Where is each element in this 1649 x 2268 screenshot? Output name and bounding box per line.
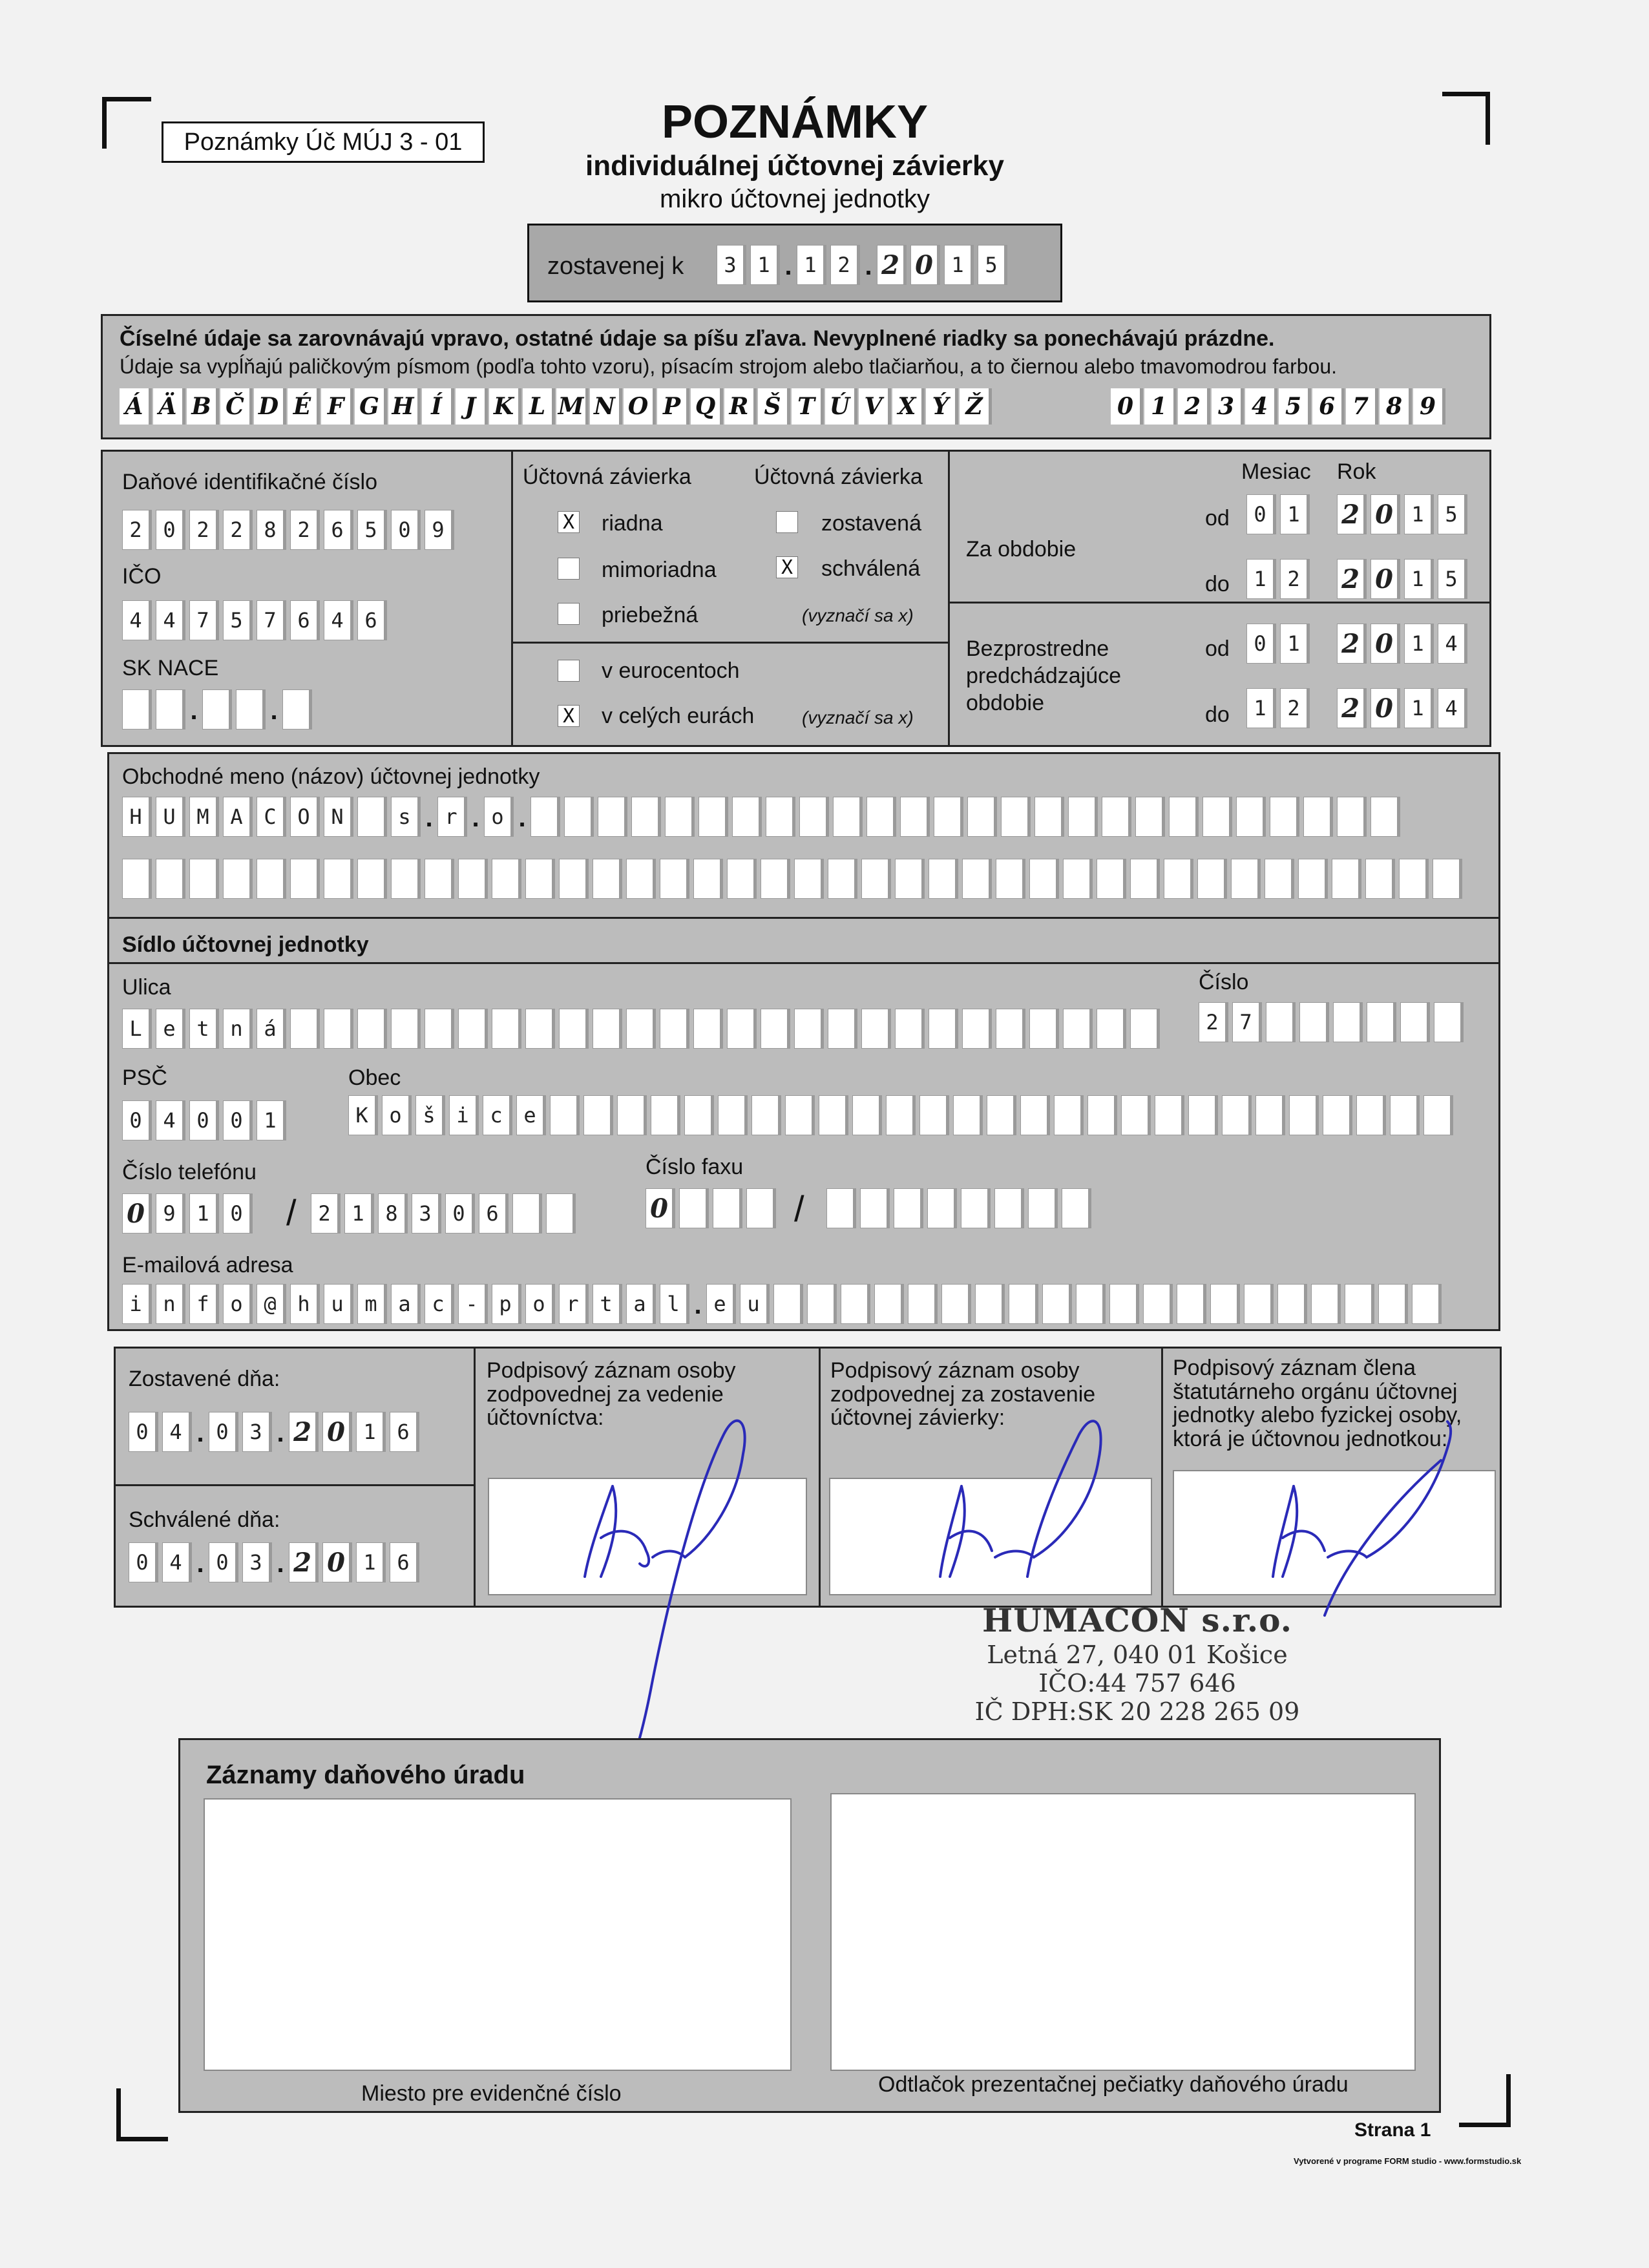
char-cell[interactable]: O — [290, 797, 320, 837]
char-cell[interactable]: h — [290, 1284, 320, 1324]
char-cell[interactable]: 0 — [189, 1100, 219, 1140]
sample-glyph: Č — [220, 388, 253, 425]
sample-glyph: M — [556, 388, 589, 425]
char-cell[interactable]: l — [660, 1284, 689, 1324]
sample-glyph: Á — [120, 388, 152, 425]
char-cell[interactable]: L — [122, 1009, 152, 1049]
char-cell[interactable]: 1 — [356, 1542, 386, 1582]
sample-glyph: D — [254, 388, 286, 425]
char-cell[interactable]: t — [189, 1009, 219, 1049]
char-cell[interactable]: 6 — [357, 600, 387, 640]
char-cell[interactable]: 2 — [1280, 559, 1310, 599]
char-cell[interactable]: 4 — [324, 600, 353, 640]
sample-glyph: Ú — [825, 388, 857, 425]
char-cell[interactable]: 2 — [223, 510, 253, 550]
field-separator: . — [277, 1419, 284, 1447]
char-cell[interactable]: 7 — [257, 600, 286, 640]
char-cell[interactable]: 1 — [1404, 494, 1434, 534]
char-cell[interactable]: 0 — [1246, 624, 1276, 664]
char-cell[interactable]: 6 — [290, 600, 320, 640]
char-cell[interactable]: e — [516, 1095, 546, 1135]
char-cell[interactable]: 3 — [242, 1412, 272, 1452]
fax-separator: / — [794, 1188, 804, 1229]
char-cell[interactable]: 3 — [412, 1193, 441, 1234]
char-cell[interactable]: 1 — [1280, 624, 1310, 664]
char-cell[interactable]: c — [483, 1095, 512, 1135]
char-cell[interactable]: U — [156, 797, 185, 837]
char-cell[interactable]: H — [122, 797, 152, 837]
stamp-address: Letná 27, 040 01 Košice — [987, 1641, 1288, 1669]
previous-to-label: do — [1205, 702, 1230, 727]
char-cell[interactable]: 0 — [1371, 624, 1400, 664]
char-cell[interactable]: 0 — [209, 1412, 238, 1452]
field-separator: . — [865, 252, 872, 280]
instructions-line-2: Údaje sa vypĺňajú paličkovým písmom (podľa tohto vzoru), písacím strojom alebo tlačiarňou, a to čiernou alebo tmavomodrou farbou. — [120, 355, 1338, 378]
sample-glyph: N — [590, 388, 622, 425]
char-cell[interactable]: á — [257, 1009, 286, 1049]
label-mimoriadna: mimoriadna — [602, 558, 717, 582]
char-cell[interactable]: A — [223, 797, 253, 837]
char-cell[interactable]: K — [348, 1095, 378, 1135]
char-cell[interactable]: 0 — [322, 1542, 352, 1582]
char-cell[interactable]: o — [484, 797, 514, 837]
registration-number-box[interactable] — [204, 1798, 792, 2071]
char-cell[interactable]: 4 — [1438, 624, 1467, 664]
dic-label: Daňové identifikačné číslo — [122, 470, 378, 494]
char-cell[interactable]: 1 — [1404, 624, 1434, 664]
char-cell[interactable]: 0 — [646, 1188, 675, 1228]
psc-label: PSČ — [122, 1066, 167, 1090]
char-cell[interactable]: a — [391, 1284, 421, 1324]
char-cell[interactable]: 9 — [156, 1193, 185, 1234]
month-label: Mesiac — [1241, 459, 1311, 484]
char-cell[interactable]: 0 — [209, 1542, 238, 1582]
previous-period-label-1: Bezprostredne — [966, 636, 1109, 661]
char-cell[interactable]: a — [626, 1284, 656, 1324]
char-cell[interactable]: 0 — [910, 245, 940, 285]
seat-label: Sídlo účtovnej jednotky — [122, 932, 369, 957]
field-separator: . — [425, 804, 433, 832]
ico-label: IČO — [122, 564, 162, 589]
sample-glyph: J — [456, 388, 488, 425]
char-cell[interactable]: 1 — [1246, 688, 1276, 728]
sample-glyph: F — [321, 388, 353, 425]
field-separator: . — [472, 804, 479, 832]
char-cell[interactable]: o — [382, 1095, 412, 1135]
char-cell[interactable]: t — [593, 1284, 622, 1324]
sample-glyph: Í — [422, 388, 454, 425]
fax-label: Číslo faxu — [646, 1155, 744, 1179]
char-cell[interactable]: n — [223, 1009, 253, 1049]
char-cell[interactable]: 1 — [944, 245, 974, 285]
email-label: E-mailová adresa — [122, 1253, 293, 1277]
char-cell[interactable]: @ — [257, 1284, 286, 1324]
label-eurach: v celých eurách — [602, 704, 755, 728]
sample-glyph: 8 — [1380, 388, 1412, 425]
char-cell[interactable]: 6 — [324, 510, 353, 550]
char-cell[interactable]: 0 — [156, 510, 185, 550]
statement-col1-label: Účtovná závierka — [523, 465, 691, 489]
sample-glyph: B — [187, 388, 219, 425]
stamp-ico: IČO:44 757 646 — [1038, 1669, 1236, 1697]
char-cell[interactable]: N — [324, 797, 353, 837]
char-cell[interactable]: 0 — [1371, 494, 1400, 534]
char-cell[interactable]: 0 — [391, 510, 421, 550]
char-cell[interactable]: M — [189, 797, 219, 837]
char-cell[interactable]: u — [740, 1284, 770, 1324]
char-cell[interactable]: 9 — [425, 510, 454, 550]
char-cell[interactable]: 4 — [162, 1542, 192, 1582]
current-from-label: od — [1205, 506, 1230, 530]
statement-col2-label: Účtovná závierka — [754, 465, 923, 489]
signature-compilation-label: Podpisový záznam osoby zodpovednej za zostavenie účtovnej závierky: — [830, 1358, 1096, 1431]
sample-glyph: Q — [691, 388, 723, 425]
char-cell[interactable]: 4 — [156, 600, 185, 640]
sample-glyph: É — [288, 388, 320, 425]
char-cell[interactable]: p — [492, 1284, 521, 1324]
char-cell[interactable]: 2 — [1199, 1002, 1228, 1042]
char-cell[interactable]: 2 — [1337, 624, 1367, 664]
char-cell[interactable]: o — [525, 1284, 555, 1324]
nace-field[interactable]: . . — [122, 689, 312, 730]
char-cell[interactable]: 0 — [1246, 494, 1276, 534]
label-priebezna: priebežná — [602, 603, 698, 627]
stamp-company-name: HUMACON s.r.o. — [982, 1601, 1293, 1639]
office-stamp-box[interactable] — [830, 1793, 1416, 2071]
page-subtitle-2: mikro účtovnej jednotky — [660, 185, 930, 213]
sample-glyph: 4 — [1245, 388, 1277, 425]
char-cell[interactable]: s — [391, 797, 421, 837]
char-cell[interactable]: n — [156, 1284, 185, 1324]
char-cell[interactable]: 2 — [189, 510, 219, 550]
char-cell[interactable]: 2 — [830, 245, 860, 285]
char-cell[interactable]: 2 — [1337, 688, 1367, 728]
checkbox-eurach[interactable]: X — [558, 705, 580, 727]
sample-glyph: K — [489, 388, 521, 425]
char-cell[interactable]: 0 — [1371, 688, 1400, 728]
signature-statutory-label: Podpisový záznam člena štatutárneho orgánu účtovnej jednotky alebo fyzickej osoby, ktorá je účtovnou jednotkou: — [1173, 1356, 1462, 1452]
char-cell[interactable]: 1 — [797, 245, 826, 285]
compiled-on-label: Zostavené dňa: — [129, 1367, 280, 1391]
char-cell[interactable]: 1 — [344, 1193, 374, 1234]
current-to-label: do — [1205, 572, 1230, 596]
char-cell[interactable]: c — [425, 1284, 454, 1324]
char-cell[interactable]: 1 — [257, 1100, 286, 1140]
char-cell[interactable]: e — [156, 1009, 185, 1049]
char-cell[interactable]: r — [437, 797, 467, 837]
char-cell[interactable]: 0 — [322, 1412, 352, 1452]
char-cell[interactable]: 0 — [122, 1100, 152, 1140]
char-cell[interactable]: 2 — [877, 245, 907, 285]
char-cell[interactable]: 1 — [356, 1412, 386, 1452]
note-mark-x-1: (vyznačí sa x) — [802, 605, 914, 625]
char-cell[interactable]: 2 — [290, 510, 320, 550]
page-title: POZNÁMKY — [662, 96, 928, 148]
label-eurocentoch: v eurocentoch — [602, 658, 740, 683]
char-cell[interactable]: 2 — [122, 510, 152, 550]
char-cell[interactable]: 2 — [289, 1412, 319, 1452]
sample-glyph: 7 — [1346, 388, 1378, 425]
char-cell[interactable]: 2 — [1280, 688, 1310, 728]
char-cell[interactable]: 2 — [289, 1542, 319, 1582]
char-cell[interactable]: 3 — [242, 1542, 272, 1582]
sample-glyph: O — [624, 388, 656, 425]
char-cell[interactable]: 0 — [445, 1193, 475, 1234]
char-cell[interactable]: š — [415, 1095, 445, 1135]
char-cell[interactable]: o — [223, 1284, 253, 1324]
char-cell[interactable]: 5 — [223, 600, 253, 640]
form-credit: Vytvorené v programe FORM studio - www.formstudio.sk — [1294, 2156, 1522, 2166]
year-label: Rok — [1337, 459, 1376, 484]
char-cell[interactable]: 5 — [978, 245, 1007, 285]
page-number: Strana 1 — [1354, 2119, 1431, 2141]
sample-glyph: Ý — [926, 388, 958, 425]
instructions-line-1: Číselné údaje sa zarovnávajú vpravo, ostatné údaje sa píšu zľava. Nevyplnené riadky sa ponechávajú prázdne. — [120, 326, 1275, 351]
sample-glyph: 9 — [1413, 388, 1445, 425]
char-cell[interactable]: 7 — [1232, 1002, 1262, 1042]
sample-glyph: 1 — [1144, 388, 1177, 425]
sample-glyph: V — [859, 388, 891, 425]
char-cell[interactable]: 0 — [223, 1100, 253, 1140]
char-cell[interactable]: 1 — [1404, 688, 1434, 728]
sample-glyph: 0 — [1111, 388, 1143, 425]
previous-period-label-3: obdobie — [966, 691, 1045, 715]
char-cell[interactable]: 1 — [1404, 559, 1434, 599]
char-cell[interactable]: r — [559, 1284, 589, 1324]
signature-accounting-label: Podpisový záznam osoby zodpovednej za vedenie účtovníctva: — [487, 1358, 736, 1431]
label-riadna: riadna — [602, 511, 663, 536]
checkbox-schvalena[interactable]: X — [776, 556, 798, 578]
char-cell[interactable]: 6 — [390, 1412, 419, 1452]
label-zostavena: zostavená — [821, 511, 921, 536]
char-cell[interactable]: f — [189, 1284, 219, 1324]
company-name-label: Obchodné meno (názov) účtovnej jednotky — [122, 764, 540, 789]
char-cell[interactable]: 4 — [156, 1100, 185, 1140]
sample-glyph: T — [792, 388, 824, 425]
label-schvalena: schválená — [821, 556, 921, 581]
char-cell[interactable]: 6 — [390, 1542, 419, 1582]
sample-glyph: 6 — [1312, 388, 1345, 425]
char-cell[interactable]: 8 — [257, 510, 286, 550]
sample-glyph: Š — [758, 388, 790, 425]
char-cell[interactable]: u — [324, 1284, 353, 1324]
char-cell[interactable]: 6 — [479, 1193, 509, 1234]
sample-glyph: 3 — [1212, 388, 1244, 425]
sample-glyph: 2 — [1178, 388, 1210, 425]
page-subtitle: individuálnej účtovnej závierky — [585, 150, 1004, 182]
char-cell[interactable]: 0 — [1371, 559, 1400, 599]
approved-on-label: Schválené dňa: — [129, 1507, 280, 1532]
field-separator: . — [277, 1549, 284, 1578]
sample-glyph: R — [724, 388, 757, 425]
char-cell[interactable]: 5 — [1438, 494, 1467, 534]
char-cell[interactable]: i — [122, 1284, 152, 1324]
sample-glyph: Ä — [153, 388, 185, 425]
registration-number-caption: Miesto pre evidenčné číslo — [361, 2081, 622, 2106]
char-cell[interactable]: 1 — [750, 245, 780, 285]
char-cell[interactable]: 1 — [189, 1193, 219, 1234]
char-cell[interactable]: 0 — [122, 1193, 152, 1234]
sample-glyph: P — [657, 388, 689, 425]
previous-from-label: od — [1205, 636, 1230, 661]
sample-glyph: H — [388, 388, 421, 425]
char-cell[interactable]: 0 — [129, 1412, 158, 1452]
field-separator: . — [196, 1419, 204, 1447]
char-cell[interactable]: 8 — [378, 1193, 408, 1234]
compiled-label: zostavenej k — [547, 253, 684, 280]
char-cell[interactable]: e — [706, 1284, 736, 1324]
sample-glyph: G — [355, 388, 387, 425]
char-cell[interactable]: 3 — [717, 245, 746, 285]
char-cell[interactable]: 0 — [129, 1542, 158, 1582]
sample-glyph: L — [523, 388, 555, 425]
field-separator: . — [518, 804, 526, 832]
previous-period-label-2: predchádzajúce — [966, 664, 1122, 688]
field-separator: . — [784, 252, 792, 280]
char-cell[interactable]: 2 — [1337, 494, 1367, 534]
char-cell[interactable]: 2 — [311, 1193, 341, 1234]
nace-label: SK NACE — [122, 656, 219, 680]
sample-glyph: 5 — [1279, 388, 1311, 425]
company-stamp — [969, 1601, 1305, 1726]
char-cell[interactable]: C — [257, 797, 286, 837]
char-cell[interactable]: 7 — [189, 600, 219, 640]
tax-office-panel — [178, 1738, 1441, 2113]
char-cell[interactable]: 1 — [1280, 494, 1310, 534]
phone-separator: / — [286, 1192, 297, 1233]
city-label: Obec — [348, 1066, 401, 1090]
checkbox-riadna[interactable]: X — [558, 511, 580, 533]
char-cell[interactable]: 5 — [357, 510, 387, 550]
char-cell[interactable]: 0 — [223, 1193, 253, 1234]
char-cell[interactable]: 4 — [162, 1412, 192, 1452]
current-period-label: Za obdobie — [966, 537, 1077, 562]
note-mark-x-2: (vyznačí sa x) — [802, 708, 914, 728]
sample-glyph: Ž — [960, 388, 992, 425]
char-cell[interactable]: i — [449, 1095, 479, 1135]
form-code: Poznámky Úč MÚJ 3 - 01 — [184, 128, 463, 156]
sample-glyph: X — [892, 388, 925, 425]
field-separator: . — [196, 1549, 204, 1578]
phone-label: Číslo telefónu — [122, 1160, 257, 1184]
char-cell[interactable]: 4 — [1438, 688, 1467, 728]
char-cell[interactable]: 4 — [122, 600, 152, 640]
field-separator: . — [694, 1291, 702, 1319]
char-cell[interactable]: - — [458, 1284, 488, 1324]
char-cell[interactable]: 5 — [1438, 559, 1467, 599]
char-cell[interactable]: m — [357, 1284, 387, 1324]
char-cell[interactable]: 2 — [1337, 559, 1367, 599]
char-cell[interactable]: 1 — [1246, 559, 1276, 599]
tax-office-title: Záznamy daňového úradu — [206, 1761, 525, 1789]
stamp-icdph: IČ DPH:SK 20 228 265 09 — [974, 1697, 1300, 1726]
office-stamp-caption: Odtlačok prezentačnej pečiatky daňového úradu — [878, 2072, 1349, 2097]
house-number-label: Číslo — [1199, 970, 1249, 994]
street-label: Ulica — [122, 975, 171, 1000]
